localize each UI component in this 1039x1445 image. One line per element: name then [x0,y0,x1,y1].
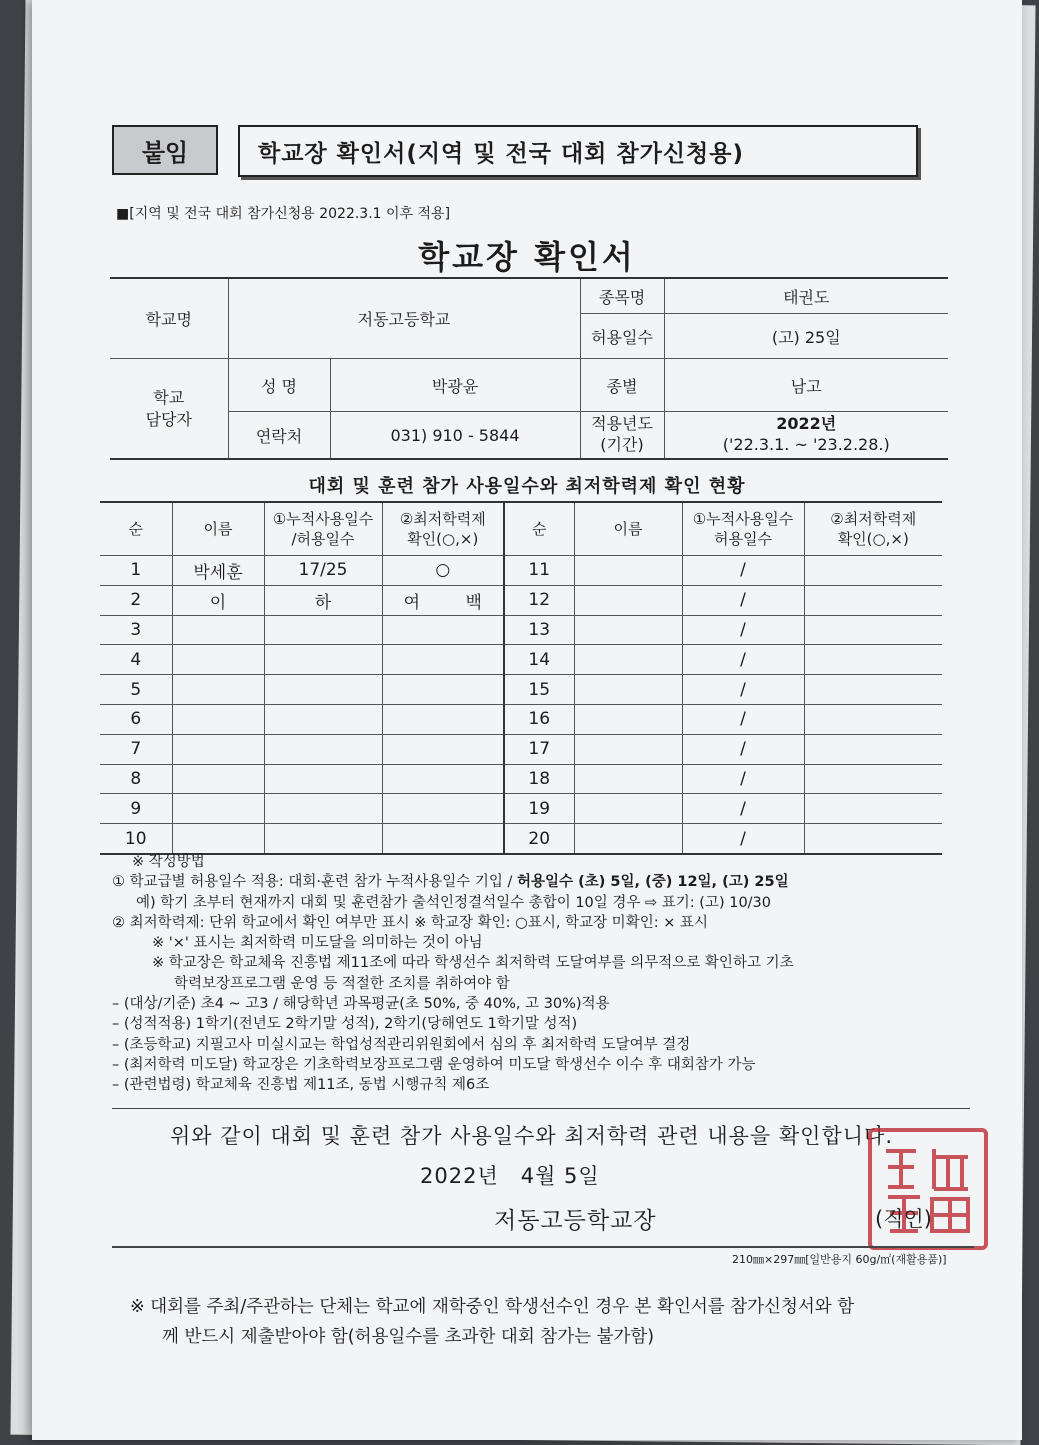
year-text: 2022년 [776,414,837,434]
student-name-cell [172,734,264,764]
header-check-line2: 확인(○,×) [407,530,479,548]
student-name-cell [574,764,682,794]
detail-laws: – (관련법령) 학교체육 진흥법 제11조, 동법 시행규칙 제6조 [112,1077,490,1094]
header-check-right-line2: 확인(○,×) [837,530,909,548]
minimum-check-cell [382,824,504,854]
student-name-cell [172,704,264,734]
table-row [100,556,942,586]
minimum-check-cell [804,615,942,645]
student-name-cell [574,615,682,645]
minimum-check-cell [382,615,504,645]
student-name-cell [574,794,682,824]
note-1 [112,872,992,892]
paper-spec: 210㎜×297㎜[일반용지 60g/㎡(재활용품)] [732,1253,947,1266]
note-1-example: 예) 학기 초부터 현재까지 대회 및 훈련참가 출석인정결석일수 총합이 10일 경우 ⇨ 표기: (고) 10/30 [136,894,772,911]
name-label: 성 명 [228,359,330,412]
minimum-check-cell [382,734,504,764]
name-value: 박광윤 [330,359,580,412]
confirmation-statement: 위와 같이 대회 및 훈련 참가 사용일수와 최저학력 관련 내용을 확인합니다. [169,1124,893,1148]
header-days-line2: /허용일수 [291,530,355,548]
row-number-cell: 7 [100,734,172,764]
header-check-line1: ②최저학력제 [399,509,486,528]
header-check [382,502,504,556]
form-header [112,125,918,177]
used-days-cell: / [682,824,804,854]
used-days-cell: / [682,585,804,615]
form-title: 학교장 확인서(지역 및 전국 대회 참가신청용) [238,125,918,177]
minimum-check-cell [804,556,942,586]
header-no: 순 [100,502,172,556]
student-name-cell [574,645,682,675]
note-2: ② 최저학력제: 단위 학교에서 확인 여부만 표시 ※ 학교장 확인: ○표시, 학교장 미확인: × 표시 [112,914,708,931]
student-name-cell [172,824,264,854]
used-days-cell [264,734,382,764]
student-name-cell [574,556,682,586]
manager-label [110,359,228,460]
note-1-allowed-days: 허용일수 (초) 5일, (중) 12일, (고) 25일 [517,874,789,891]
year-label [580,412,664,460]
row-number-cell: 2 [100,585,172,615]
student-name-cell: 박세훈 [172,556,264,586]
table-row [100,704,942,734]
header-days-right-line1: ①누적사용일수 [692,509,794,528]
minimum-check-cell: ○ [382,556,504,586]
detail-below-minimum: – (최저학력 미도달) 학교장은 기초학력보장프로그램 운영하여 미도달 학생선수 이수 후 대회참가 가능 [112,1056,756,1073]
header-days [264,502,382,556]
writing-instructions [112,852,992,1096]
detail-target: – (대상/기준) 초4 ~ 고3 / 해당학년 과목평균(초 50%, 중 40%, 고 30%)적용 [112,996,610,1013]
manager-label-line1: 학교 [153,387,185,407]
status-table [100,501,942,855]
used-days-cell: / [682,794,804,824]
table-row [100,824,942,854]
header-name: 이름 [172,502,264,556]
student-name-cell [574,675,682,705]
student-name-cell [172,764,264,794]
manager-label-line2: 담당자 [145,409,192,429]
event-value: 태권도 [664,278,948,314]
used-days-cell: 17/25 [264,556,382,586]
used-days-cell: / [682,704,804,734]
note-1-text: ① 학교급별 허용일수 적용: 대회·훈련 참가 누적사용일수 기입 / [112,874,518,891]
used-days-cell: / [682,645,804,675]
table-row [100,794,942,824]
note-2-sub-1: ※ '×' 표시는 최저학력 미도달을 의미하는 것이 아님 [152,935,483,952]
row-number-cell: 11 [504,556,574,586]
detail-grades: – (성적적용) 1학기(전년도 2학기말 성적), 2학기(당해연도 1학기말 성적) [112,1016,578,1033]
used-days-cell [264,645,382,675]
divider [112,1108,970,1109]
header-days-right [682,502,804,556]
minimum-check-cell [804,734,942,764]
used-days-cell: / [682,675,804,705]
header-days-line1: ①누적사용일수 [272,509,374,528]
student-name-cell [172,645,264,675]
minimum-check-cell [382,794,504,824]
row-number-cell: 1 [100,556,172,586]
row-number-cell: 17 [504,734,574,764]
minimum-check-cell [382,704,504,734]
year-label-line2: (기간) [600,435,644,454]
table-row [100,734,942,764]
minimum-check-cell [382,764,504,794]
notes-heading: ※ 작성방법 [132,854,205,870]
allowed-days-label: 허용일수 [580,314,664,359]
row-number-cell: 12 [504,585,574,615]
student-name-cell [574,585,682,615]
student-name-cell: 이 [172,585,264,615]
row-number-cell: 8 [100,764,172,794]
year-label-line1: 적용년도 [591,414,653,434]
school-info-table [110,277,948,460]
minimum-check-cell [804,764,942,794]
period-text: ('22.3.1. ~ '23.2.28.) [722,435,890,454]
header-check-right-line1: ②최저학력제 [830,509,917,528]
minimum-check-cell: 여 백 [382,585,504,615]
allowed-days-value: (고) 25일 [664,314,948,359]
row-number-cell: 20 [504,824,574,854]
category-label: 종별 [580,359,664,412]
minimum-check-cell [804,824,942,854]
note-2-sub-2a: ※ 학교장은 학교체육 진흥법 제11조에 따라 학생선수 최저학력 도달여부를 의무적으로 확인하고 기초 [152,955,794,972]
table-row [100,764,942,794]
used-days-cell: / [682,734,804,764]
table-row [100,615,942,645]
row-number-cell: 9 [100,794,172,824]
student-name-cell [574,734,682,764]
student-name-cell [574,824,682,854]
row-number-cell: 14 [504,645,574,675]
row-number-cell: 3 [100,615,172,645]
footer-note-line1: ※ 대회를 주최/주관하는 단체는 학교에 재학중인 학생선수인 경우 본 확인서를 참가신청서와 함 [130,1297,855,1317]
footer-note [130,1292,990,1352]
minimum-check-cell [804,794,942,824]
header-days-right-line2: 허용일수 [714,530,772,548]
contact-label: 연락처 [228,412,330,460]
row-number-cell: 19 [504,794,574,824]
minimum-check-cell [804,704,942,734]
row-number-cell: 5 [100,675,172,705]
divider-bottom [112,1246,974,1248]
row-number-cell: 18 [504,764,574,794]
minimum-check-cell [382,645,504,675]
student-name-cell [574,704,682,734]
table-row [100,585,942,615]
minimum-check-cell [804,675,942,705]
student-name-cell [172,615,264,645]
category-value: 남고 [664,359,948,412]
used-days-cell [264,675,382,705]
minimum-check-cell [804,585,942,615]
school-name-value: 저동고등학교 [228,278,580,359]
used-days-cell: / [682,764,804,794]
used-days-cell [264,704,382,734]
page-title: 학교장 확인서 [418,238,636,276]
row-number-cell: 13 [504,615,574,645]
header-check-right [804,502,942,556]
issue-date: 2022년 4월 5일 [420,1164,600,1188]
table-row [100,675,942,705]
seal-label: (직인) [875,1207,932,1231]
document-page [32,0,1022,1440]
status-section-title: 대회 및 훈련 참가 사용일수와 최저학력제 확인 현황 [308,476,746,497]
year-value [664,412,948,460]
minimum-check-cell [382,675,504,705]
principal-name: 저동고등학교장 [494,1208,657,1234]
table-row [100,645,942,675]
event-label: 종목명 [580,278,664,314]
used-days-cell [264,824,382,854]
row-number-cell: 6 [100,704,172,734]
detail-elementary: – (초등학교) 지필고사 미실시교는 학업성적관리위원회에서 심의 후 최저학력 도달여부 결정 [112,1036,691,1053]
minimum-check-cell [804,645,942,675]
used-days-cell: / [682,556,804,586]
status-table-body [100,556,942,854]
row-number-cell: 15 [504,675,574,705]
row-number-cell: 10 [100,824,172,854]
school-name-label: 학교명 [110,278,228,359]
used-days-cell: 하 [264,585,382,615]
student-name-cell [172,794,264,824]
attachment-label: 붙임 [112,125,218,175]
row-number-cell: 4 [100,645,172,675]
used-days-cell [264,794,382,824]
contact-value: 031) 910 - 5844 [330,412,580,460]
header-name-right: 이름 [574,502,682,556]
used-days-cell: / [682,615,804,645]
status-header-row [100,502,942,556]
applicable-note: ■[지역 및 전국 대회 참가신청용 2022.3.1 이후 적용] [116,206,451,222]
used-days-cell [264,764,382,794]
note-2-sub-2b: 학력보장프로그램 운영 등 적절한 조치를 취하여야 함 [174,975,510,992]
student-name-cell [172,675,264,705]
header-no-right: 순 [504,502,574,556]
row-number-cell: 16 [504,704,574,734]
footer-note-line2: 께 반드시 제출받아야 함(허용일수를 초과한 대회 참가는 불가함) [162,1327,655,1347]
used-days-cell [264,615,382,645]
